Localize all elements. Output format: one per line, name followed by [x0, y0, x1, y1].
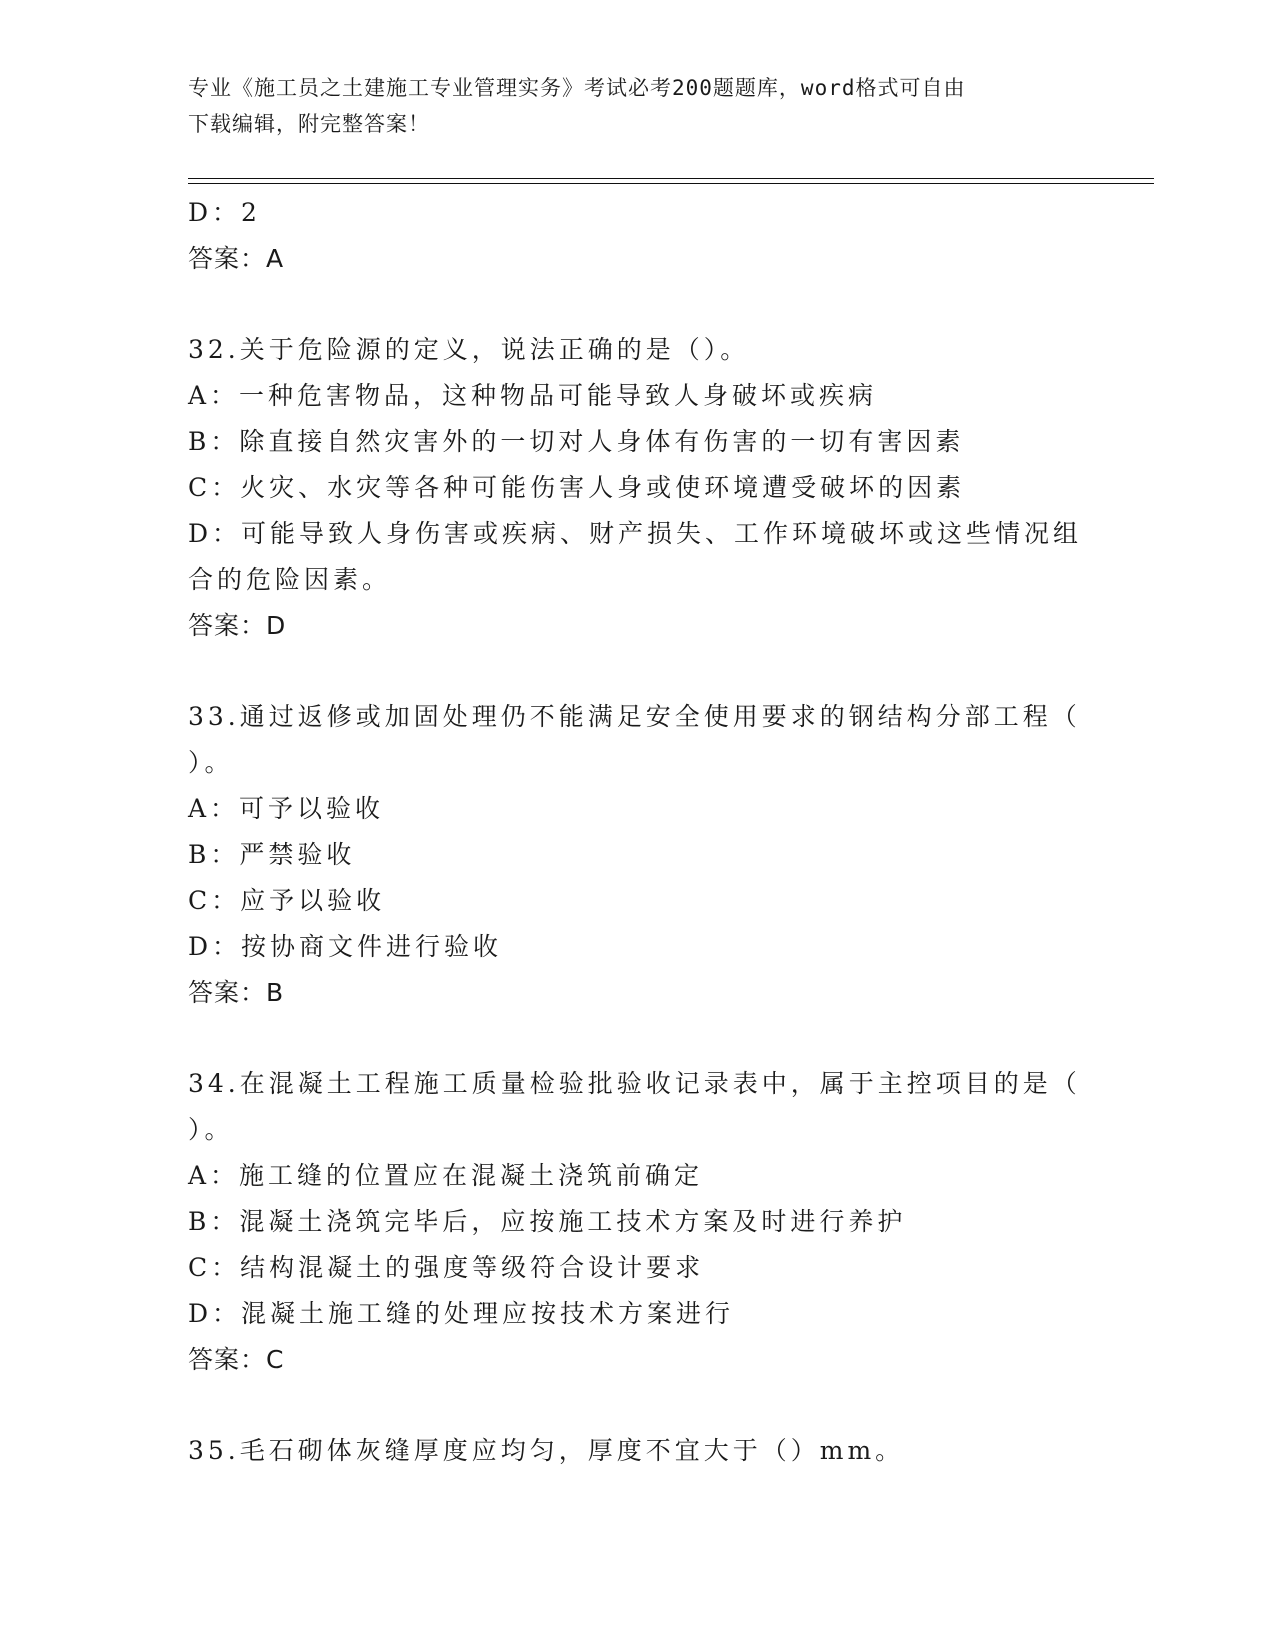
- spacer: [188, 1016, 1088, 1061]
- document-header: [188, 70, 1068, 142]
- question-32-option-b: B：除直接自然灾害外的一切对人身体有伤害的一切有害因素: [188, 427, 965, 456]
- question-33-stem-line-2: ）。: [188, 748, 234, 777]
- question-34: [188, 1061, 1088, 1383]
- question-34-option-a: A：施工缝的位置应在混凝土浇筑前确定: [188, 1161, 704, 1190]
- question-list: [188, 190, 1088, 1474]
- question-34-answer: 答案：C: [188, 1345, 285, 1374]
- question-34-option-d: D：混凝土施工缝的处理应按技术方案进行: [188, 1299, 735, 1328]
- header-rule-top: [188, 178, 1154, 179]
- question-33-stem-line-1: 33.通过返修或加固处理仍不能满足安全使用要求的钢结构分部工程（: [188, 702, 1081, 731]
- question-34-stem-line-1: 34.在混凝土工程施工质量检验批验收记录表中，属于主控项目的是（: [188, 1069, 1081, 1098]
- question-34-option-b: B：混凝土浇筑完毕后，应按施工技术方案及时进行养护: [188, 1207, 907, 1236]
- question-33-option-c: C：应予以验收: [188, 886, 386, 915]
- header-rule-bottom: [188, 183, 1154, 184]
- question-32: [188, 327, 1088, 649]
- question-32-option-a: A：一种危害物品，这种物品可能导致人身破坏或疾病: [188, 381, 878, 410]
- spacer: [188, 1383, 1088, 1428]
- spacer: [188, 282, 1088, 327]
- question-32-option-d-line-1: D：可能导致人身伤害或疾病、财产损失、工作环境破坏或这些情况组: [188, 519, 1083, 548]
- question-32-stem: 32.关于危险源的定义，说法正确的是（）。: [188, 335, 750, 364]
- header-line-1: 专业《施工员之土建施工专业管理实务》考试必考200题题库，word格式可自由: [188, 76, 966, 100]
- question-32-option-c: C：火灾、水灾等各种可能伤害人身或使环境遭受破坏的因素: [188, 473, 966, 502]
- prev-answer: 答案：A: [188, 244, 285, 273]
- question-32-answer: 答案：D: [188, 611, 287, 640]
- question-32-option-d-line-2: 合的危险因素。: [188, 565, 392, 594]
- question-35-stem: 35.毛石砌体灰缝厚度应均匀，厚度不宜大于（）mm。: [188, 1436, 905, 1465]
- question-33-option-b: B：严禁验收: [188, 840, 356, 869]
- prev-option-d: D：2: [188, 198, 261, 227]
- header-line-2: 下载编辑，附完整答案！: [188, 112, 430, 136]
- question-33-option-a: A：可予以验收: [188, 794, 385, 823]
- question-35: [188, 1428, 1088, 1474]
- question-33-option-d: D：按协商文件进行验收: [188, 932, 503, 961]
- question-34-option-c: C：结构混凝土的强度等级符合设计要求: [188, 1253, 705, 1282]
- question-33-answer: 答案：B: [188, 978, 285, 1007]
- spacer: [188, 649, 1088, 694]
- question-34-stem-line-2: ）。: [188, 1115, 234, 1144]
- question-33: [188, 694, 1088, 1016]
